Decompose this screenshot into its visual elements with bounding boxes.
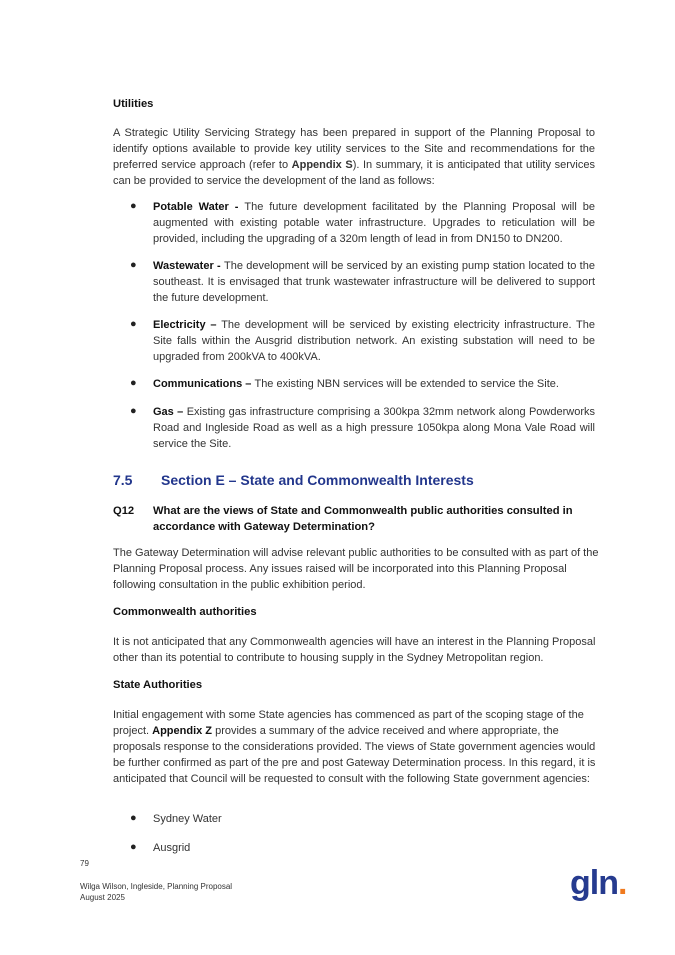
utilities-intro: A Strategic Utility Servicing Strategy has been prepared in support of the Planning Proposal to identify options available to provide key utility services to the Site and recommendations for the preferred service approach (refer to Appendix S). In summary, it is anticipated that utility services can be provided to service the development of the land as follows: <box>113 127 595 187</box>
section-title: Section E – State and Commonwealth Interests <box>161 472 474 488</box>
page-number: 79 <box>80 859 89 868</box>
question-number: Q12 <box>113 505 135 517</box>
utility-item-wastewater: Wastewater - The development will be serviced by an existing pump station located to the southeast. It is envisaged that trunk wastewater infrastructure will be delivered to support the future development. <box>153 260 595 304</box>
logo-dot: . <box>617 864 627 902</box>
utility-item-communications: Communications – The existing NBN services will be extended to service the Site. <box>153 378 559 390</box>
bullet-icon: ● <box>130 377 137 389</box>
bullet-icon: ● <box>130 200 137 212</box>
section-number: 7.5 <box>113 472 133 488</box>
question-text: What are the views of State and Commonwealth public authorities consulted in accordance with Gateway Determination? <box>153 505 573 533</box>
bullet-icon: ● <box>130 318 137 330</box>
appendix-s-ref: Appendix S <box>291 159 353 171</box>
footer-date: August 2025 <box>80 893 125 902</box>
commonwealth-text: It is not anticipated that any Commonwealth agencies will have an interest in the Planning Proposal other than its potential to contribute to housing supply in the Sydney Metropolitan region. <box>113 636 596 664</box>
agency-item: Ausgrid <box>153 842 191 854</box>
utility-item-potable-water: Potable Water - The future development facilitated by the Planning Proposal will be augmented with existing potable water infrastructure. Upgrades to reticulation will be provided, including the upgrading of a 320m length of lead in from DN150 to DN200. <box>153 201 595 245</box>
utilities-heading: Utilities <box>113 98 154 110</box>
utility-item-electricity: Electricity – The development will be serviced by existing electricity infrastructure. The Site falls within the Ausgrid distribution network. An existing substation will need to be upgraded from 200kVA to 400kVA. <box>153 319 595 363</box>
bullet-icon: ● <box>130 405 137 417</box>
commonwealth-heading: Commonwealth authorities <box>113 606 257 618</box>
footer-doc-title: Wilga Wilson, Ingleside, Planning Proposal <box>80 882 233 891</box>
appendix-z-ref: Appendix Z <box>152 725 213 737</box>
gln-logo: gln. <box>570 864 627 902</box>
question-answer: The Gateway Determination will advise relevant public authorities to be consulted with as part of the Planning Proposal process. Any issues raised will be incorporated into this Planning Proposal following consultation in the public exhibition period. <box>113 547 599 591</box>
state-text: Initial engagement with some State agencies has commenced as part of the scoping stage of the project. Appendix Z provides a summary of the advice received and where appropriate, the proposals response to the considerations provided. The views of State government agencies would be further confirmed as part of the pre and post Gateway Determination process. In this regard, it is anticipated that Council will be requested to consult with the following State government agencies: <box>113 709 596 785</box>
agency-item: Sydney Water <box>153 813 222 825</box>
bullet-icon: ● <box>130 812 137 824</box>
state-heading: State Authorities <box>113 679 203 691</box>
utility-item-gas: Gas – Existing gas infrastructure comprising a 300kpa 32mm network along Powderworks Road and Ingleside Road as well as a high pressure 1050kpa along Mona Vale Road will service the Site. <box>153 406 595 450</box>
bullet-icon: ● <box>130 841 137 853</box>
bullet-icon: ● <box>130 259 137 271</box>
